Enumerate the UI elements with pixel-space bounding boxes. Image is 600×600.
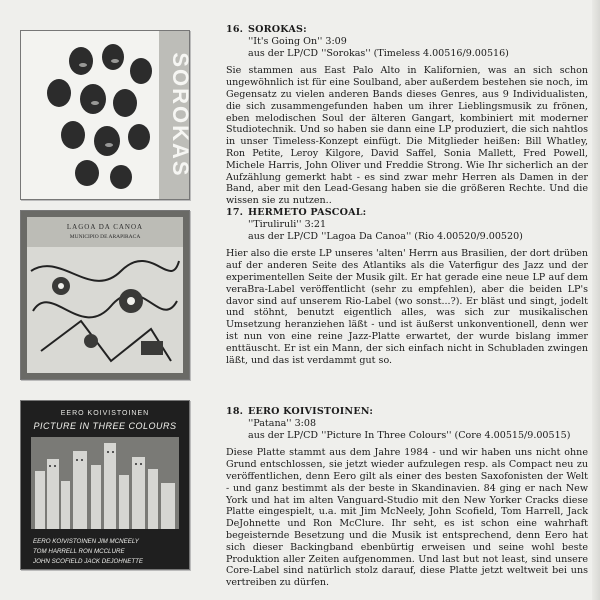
entry-text-eero-koivistoinen [226,406,588,589]
entry-heading [226,406,588,418]
eero-cover-title: PICTURE IN THREE COLOURS [33,421,177,431]
artist-name: EERO KOIVISTOINEN: [248,406,374,417]
track-title: ''Patana'' 3:08 [248,417,317,429]
album-cover-sorokas [20,30,193,200]
album-cover-hermeto-pascoal [20,210,190,380]
entry-number: 17. [226,207,244,218]
entry-description [226,447,588,589]
sorokas-faces-artwork [21,31,193,199]
description-text: Sie stammen aus East Palo Alto in Kalifornien, was an sich schon ungewöhnlich ist für eine Soulband, aber außerdem bestehen sie noch, im Gegensatz zu vielen anderen Bands dieses Genres, aus 9 Individualisten, die sich zusammengefunden haben um ihrer Lieblingsmusik zu frönen, eben melodischen Soul der älteren Gangart, kombiniert mit moderner Studiotechnik. Und so haben sie dann eine LP produziert, die sich nahtlos in unser Timeless-Konzept einfügt. Die Mitglieder heißen: Bill Whatley, Ron Petite, Leroy Kilgore, David Saffel, Sonia Mallett, Fred Powell, Michele Harris, John Oliver und Freddie Strong. Wie Ihr sicherlich an der Aufzählung gemerkt habt - es sind zwar mehr Herren als Damen in der Band, aber mit den Lead-Gesang haben sie die größeren Rechte. Und die wissen sie zu nutzen.. [226,65,588,207]
entry-text-hermeto-pascoal [226,207,588,366]
artist-name: HERMETO PASCOAL: [248,207,367,218]
track-title: ''Tiruliruli'' 3:21 [248,218,327,230]
lagoa-da-canoa-artwork [21,211,189,379]
description-text: Hier also die erste LP unseres 'alten' Herrn aus Brasilien, der dort drüben auf der anderen Seite des Atlantiks als die Vaterfigur des Jazz und der experimentellen Seite der Musik gilt. Er hat gerade eine neue LP auf dem veraBra-Label veröffentlicht (sehr zu empfehlen), aber die beiden LP's davor sind auf unserem Rio-Label (wo sonst...?). Er bläst und singt, jodelt und stöhnt, benutzt eigentlich alles, was sich zur musikalischen Umsetzung heranziehen läßt - und ist äußerst unkonventionell, denn wer ist nun von eine reine Jazz-Platte erwartet, der wurde bislang immer enttäuscht. Er ist ein Mann, der sich einfach nicht in Schubladen zwingen läßt, und das ist verdammt gut so. [226,248,588,366]
eero-cover-credits-3: JOHN SCOFIELD JACK DEJOHNETTE [33,558,144,565]
entry-text-sorokas [226,24,588,207]
picture-in-three-colours-artwork [21,401,189,569]
entry-heading [226,207,588,219]
track-title: ''It's Going On'' 3:09 [248,35,347,47]
entry-number: 16. [226,24,244,35]
entry-description [226,65,588,207]
page-edge [592,0,600,600]
eero-cover-artist: EERO KOIVISTOINEN [60,410,150,417]
artist-name: SOROKAS: [248,24,307,35]
lagoa-cover-subtitle: MUNICIPIO DE ARAPIRACA [69,234,141,240]
lagoa-cover-title: LAGOA DA CANOA [66,223,144,231]
sorokas-cover-title: SOROKAS [168,52,193,178]
entry-number: 18. [226,406,244,417]
album-cover-eero-koivistoinen [20,400,190,570]
entry-heading [226,24,588,36]
entry-description [226,248,588,366]
eero-cover-credits-2: TOM HARRELL RON MCCLURE [33,548,125,555]
release-info: aus der LP/CD ''Lagoa Da Canoa'' (Rio 4.00520/9.00520) [248,230,523,242]
eero-cover-credits-1: EERO KOIVISTOINEN JIM MCNEELY [33,538,139,545]
release-info: aus der LP/CD ''Picture In Three Colours'' (Core 4.00515/9.00515) [248,429,571,441]
release-info: aus der LP/CD ''Sorokas'' (Timeless 4.00516/9.00516) [248,47,509,59]
description-text: Diese Platte stammt aus dem Jahre 1984 - und wir haben uns nicht ohne Grund entschlossen, sie jetzt wieder aufzulegen resp. als Compact neu zu veröffentlichen, denn Eero gilt als einer des besten Saxofonisten der Welt - und ganz bestimmt als der beste in Skandinavien. 84 ging er nach New York und hat im alten Vanguard-Studio mit den New Yorker Cracks diese Platte eingespielt, u.a. mit Jim McNeely, John Scofield, Tom Harrell, Jack DeJohnette und Ron McClure. Ihr seht, es ist schon eine wahrhaft begeisternde Besetzung und die Musik ist entsprechend, denn Eero hat sich dieser Backingband ebenbürtig erweisen und seine wohl beste Produktion aller Zeiten aufgenommen. Und last but not least, sind unsere Core-Label sind natürlich stolz darauf, diese Platte jetzt weltweit bei uns vertreiben zu dürfen. [226,447,588,589]
